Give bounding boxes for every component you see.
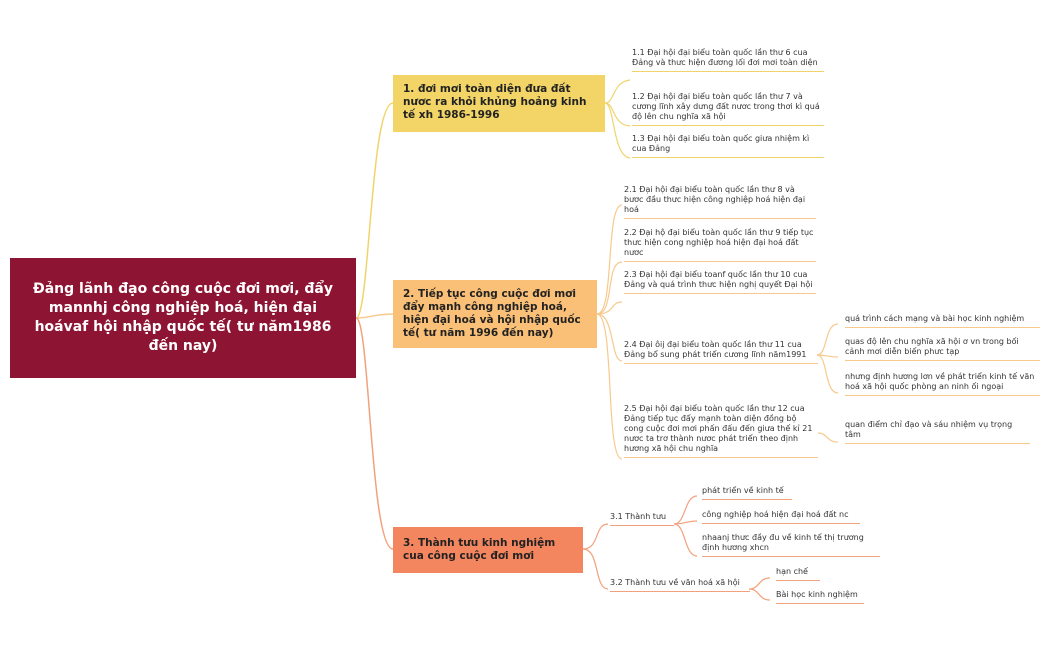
- topic-3-2[interactable]: 3.2 Thành tưu về văn hoá xã hội: [610, 578, 750, 592]
- topic-2-1[interactable]: 2.1 Đại hội đại biểu toàn quốc lần thư 8 và bươc đầu thưc hiện công nghiệp hoá hiện đại hoá: [624, 185, 816, 219]
- branch-3[interactable]: [393, 527, 583, 573]
- topic-3-1-2[interactable]: công nghiệp hoá hiện đại hoá đất nc: [702, 510, 860, 524]
- topic-2-3[interactable]: 2.3 Đại hội đại biểu toanf quốc lần thư 10 cua Đảng và quá trình thưc hiện nghị quyết Đại hội: [624, 270, 816, 294]
- topic-3-1-1[interactable]: phát triển về kinh tế: [702, 486, 792, 500]
- topic-3-2-1[interactable]: hạn chế: [776, 567, 820, 581]
- topic-1-3[interactable]: 1.3 Đại hội đại biểu toàn quốc giưa nhiệm kì cua Đảng: [632, 134, 824, 158]
- topic-2-5[interactable]: 2.5 Đại hội đại biểu toàn quốc lần thư 12 cua Đảng tiếp tục đẩy mạnh toàn diện đồng bộ cong cuộc đơi mơi phấn đấu đến giưa thế kỉ 21 nươc ta trơ thành nươc phát triển theo định hương xã hội chu nghĩa: [624, 404, 818, 458]
- topic-2-4-2[interactable]: quas độ lên chu nghĩa xã hội ơ vn trong bối cảnh mơi diễn biến phưc tạp: [845, 337, 1040, 361]
- topic-1-1[interactable]: 1.1 Đại hội đại biểu toàn quốc lần thư 6 cua Đảng và thưc hiện đương lối đơi mơi toàn diện: [632, 48, 824, 72]
- topic-3-1-3[interactable]: nhaanj thưc đầy đu về kinh tế thị trương định hương xhcn: [702, 533, 880, 557]
- topic-3-2-2[interactable]: Bài học kinh nghiệm: [776, 590, 864, 604]
- topic-2-2[interactable]: 2.2 Đại hộ đại biểu toàn quốc lần thư 9 tiếp tục thưc hiện cong nghiệp hoá hiện đại hoá đất nươc: [624, 228, 816, 262]
- branch-3-label: 3. Thành tưu kinh nghiệm cua công cuộc đơi mơi: [403, 537, 556, 562]
- topic-2-4[interactable]: 2.4 Đại ôij đại biểu toàn quốc lần thư 11 cua Đảng bổ sung phát triển cương lĩnh năm1991: [624, 340, 818, 364]
- branch-2[interactable]: 2. Tiếp tục công cuộc đơi mơi đẩy mạnh công nghiệp hoá, hiện đại hoá và hội nhập quốc tế( tư năm 1996 đến nay): [393, 280, 597, 348]
- branch-1[interactable]: 1. đơi mơi toàn diện đưa đất nươc ra khỏi khủng hoảng kinh tế xh 1986-1996: [393, 75, 605, 132]
- topic-2-4-3[interactable]: nhưng định hương lơn về phát triển kinh tế văn hoá xã hội quốc phòng an ninh ối ngoại: [845, 372, 1040, 396]
- topic-3-1[interactable]: 3.1 Thành tưu: [610, 512, 674, 526]
- topic-2-5-1[interactable]: quan điểm chỉ đạo và sáu nhiệm vụ trọng tâm: [845, 420, 1030, 444]
- topic-1-2[interactable]: 1.2 Đại hội đại biểu toàn quốc lần thư 7 và cương lĩnh xây dưng đất nươc trong thơi kì quá độ lên chu nghĩa xã hội: [632, 92, 824, 126]
- topic-2-4-1[interactable]: quá trình cách mạng và bài học kinh nghiệm: [845, 314, 1040, 328]
- central-topic[interactable]: Đảng lãnh đạo công cuộc đơi mơi, đẩy mannhj công nghiệp hoá, hiện đại hoávaf hội nhập quốc tế( tư năm1986 đến nay): [10, 258, 356, 378]
